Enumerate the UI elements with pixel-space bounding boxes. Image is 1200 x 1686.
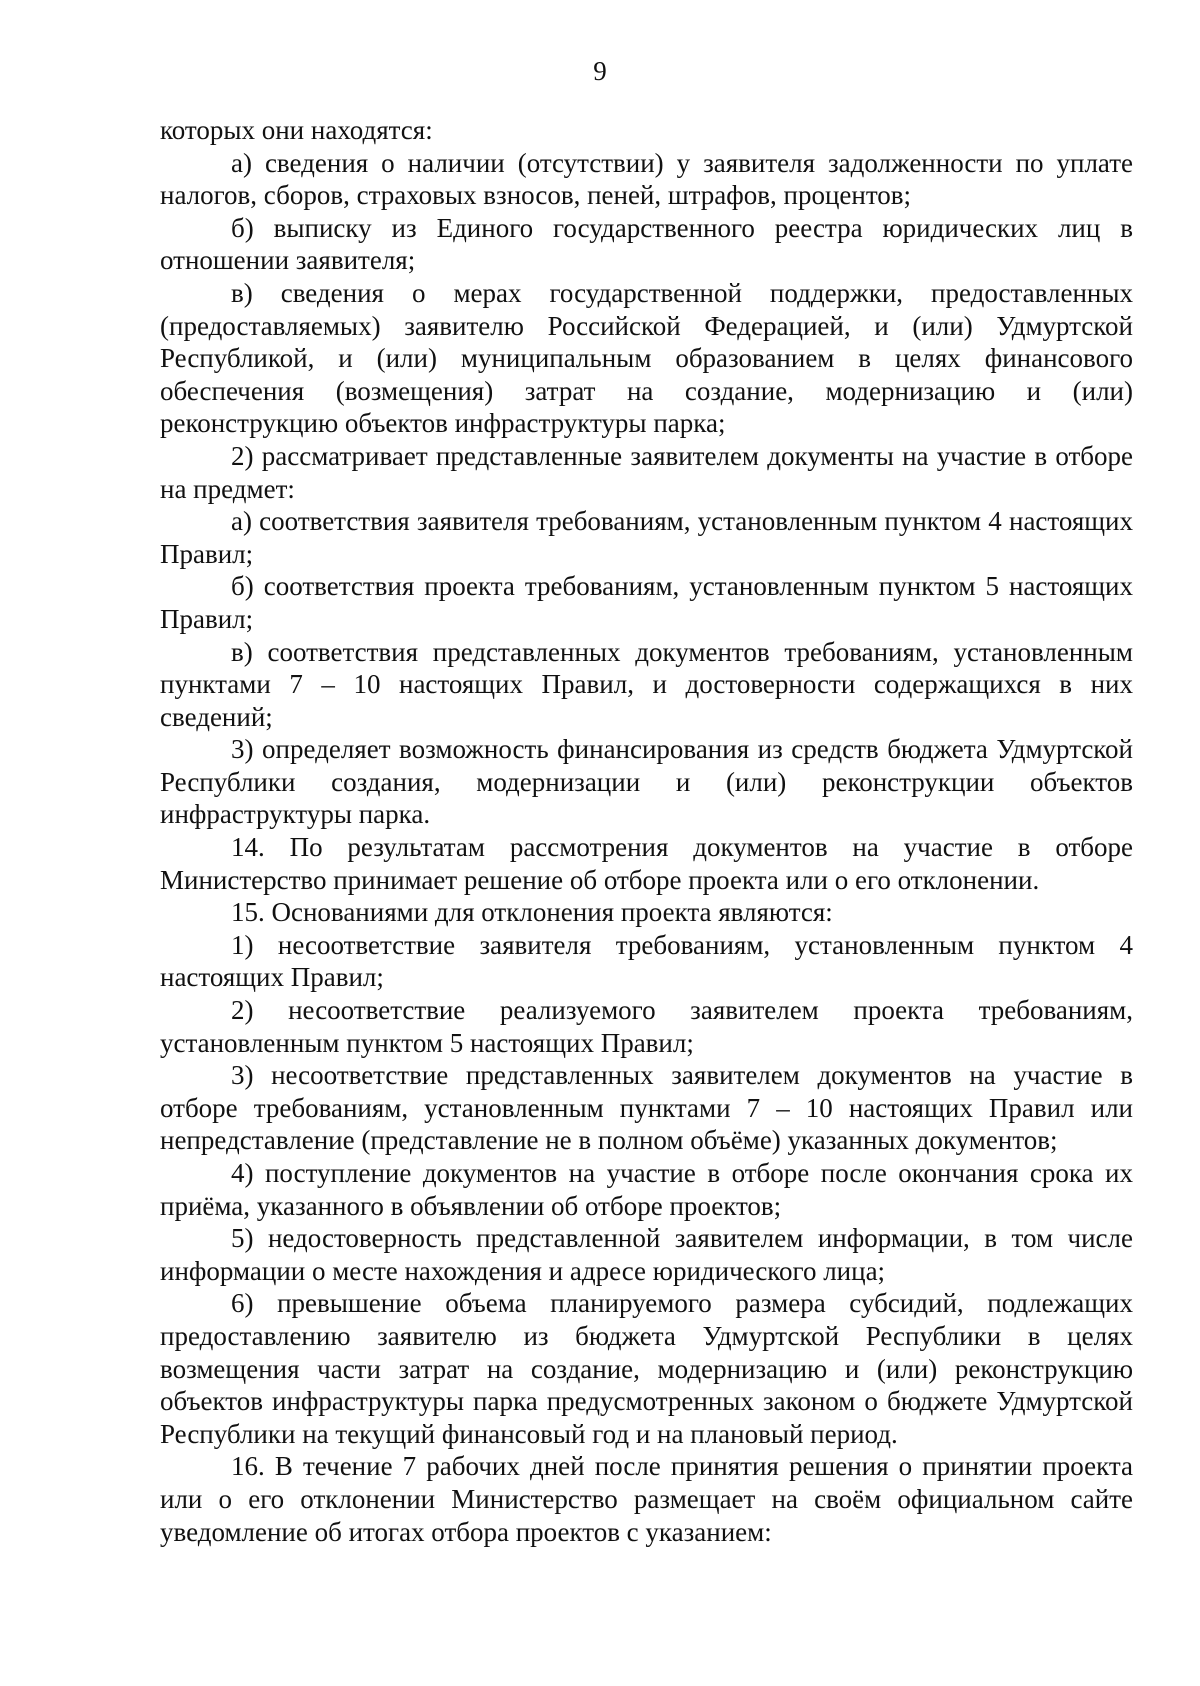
paragraph-3-financing: 3) определяет возможность финансирования из средств бюджета Удмуртской Республики создания, модернизации и (или) реконструкции объектов инфраструктуры парка. bbox=[160, 734, 1133, 830]
paragraph-1v-state-support: в) сведения о мерах государственной поддержки, предоставленных (предоставляемых) заявителю Российской Федерацией, и (или) Удмуртской Республикой, и (или) муниципальным образованием в целях финансового обеспечения (возмещения) затрат на создание, модернизацию и (или) реконструкцию объектов инфраструктуры парка; bbox=[160, 277, 1133, 439]
paragraph-15-2: 2) несоответствие реализуемого заявителем проекта требованиям, установленным пунктом 5 настоящих Правил; bbox=[160, 995, 1133, 1058]
page-number: 9 bbox=[593, 56, 607, 86]
paragraph-16-notification: 16. В течение 7 рабочих дней после принятия решения о принятии проекта или о его отклонении Министерство размещает на своём официальном сайте уведомление об итогах отбора проектов с указанием: bbox=[160, 1451, 1133, 1547]
paragraph-15-3: 3) несоответствие представленных заявителем документов на участие в отборе требованиям, установленным пунктами 7 – 10 настоящих Правил или непредставление (представление не в полном объёме) указанных документов; bbox=[160, 1060, 1133, 1156]
paragraph-15-6: 6) превышение объема планируемого размера субсидий, подлежащих предоставлению заявителю из бюджета Удмуртской Республики в целях возмещения части затрат на создание, модернизацию и (или) реконструкцию объектов инфраструктуры парка предусмотренных законом о бюджете Удмуртской Республики на текущий финансовый год и на плановый период. bbox=[160, 1288, 1133, 1449]
paragraph-2a-applicant-compliance: а) соответствия заявителя требованиям, установленным пунктом 4 настоящих Правил; bbox=[160, 506, 1133, 569]
paragraph-15-4: 4) поступление документов на участие в отборе после окончания срока их приёма, указанного в объявлении об отборе проектов; bbox=[160, 1158, 1133, 1221]
paragraph-continuation: которых они находятся: bbox=[160, 115, 433, 145]
paragraph-15-5: 5) недостоверность представленной заявителем информации, в том числе информации о месте нахождения и адресе юридического лица; bbox=[160, 1223, 1133, 1286]
paragraph-15-rejection-grounds: 15. Основаниями для отклонения проекта являются: bbox=[231, 897, 833, 928]
paragraph-2-review-documents: 2) рассматривает представленные заявителем документы на участие в отборе на предмет: bbox=[160, 440, 1133, 504]
paragraph-2v-documents-compliance: в) соответствия представленных документов требованиям, установленным пунктами 7 – 10 настоящих Правил, и достоверности содержащихся в них сведений; bbox=[160, 636, 1133, 732]
document-body bbox=[160, 114, 1133, 1548]
paragraph-1a-tax-debt: а) сведения о наличии (отсутствии) у заявителя задолженности по уплате налогов, сборов, страховых взносов, пеней, штрафов, процентов; bbox=[160, 147, 1133, 211]
paragraph-2b-project-compliance: б) соответствия проекта требованиям, установленным пунктом 5 настоящих Правил; bbox=[160, 571, 1133, 634]
paragraph-15-1: 1) несоответствие заявителя требованиям, установленным пунктом 4 настоящих Правил; bbox=[160, 929, 1133, 993]
paragraph-14-decision: 14. По результатам рассмотрения документов на участие в отборе Министерство принимает решение об отборе проекта или о его отклонении. bbox=[160, 832, 1133, 895]
paragraph-1b-egrul-extract: б) выписку из Единого государственного реестра юридических лиц в отношении заявителя; bbox=[160, 212, 1133, 276]
